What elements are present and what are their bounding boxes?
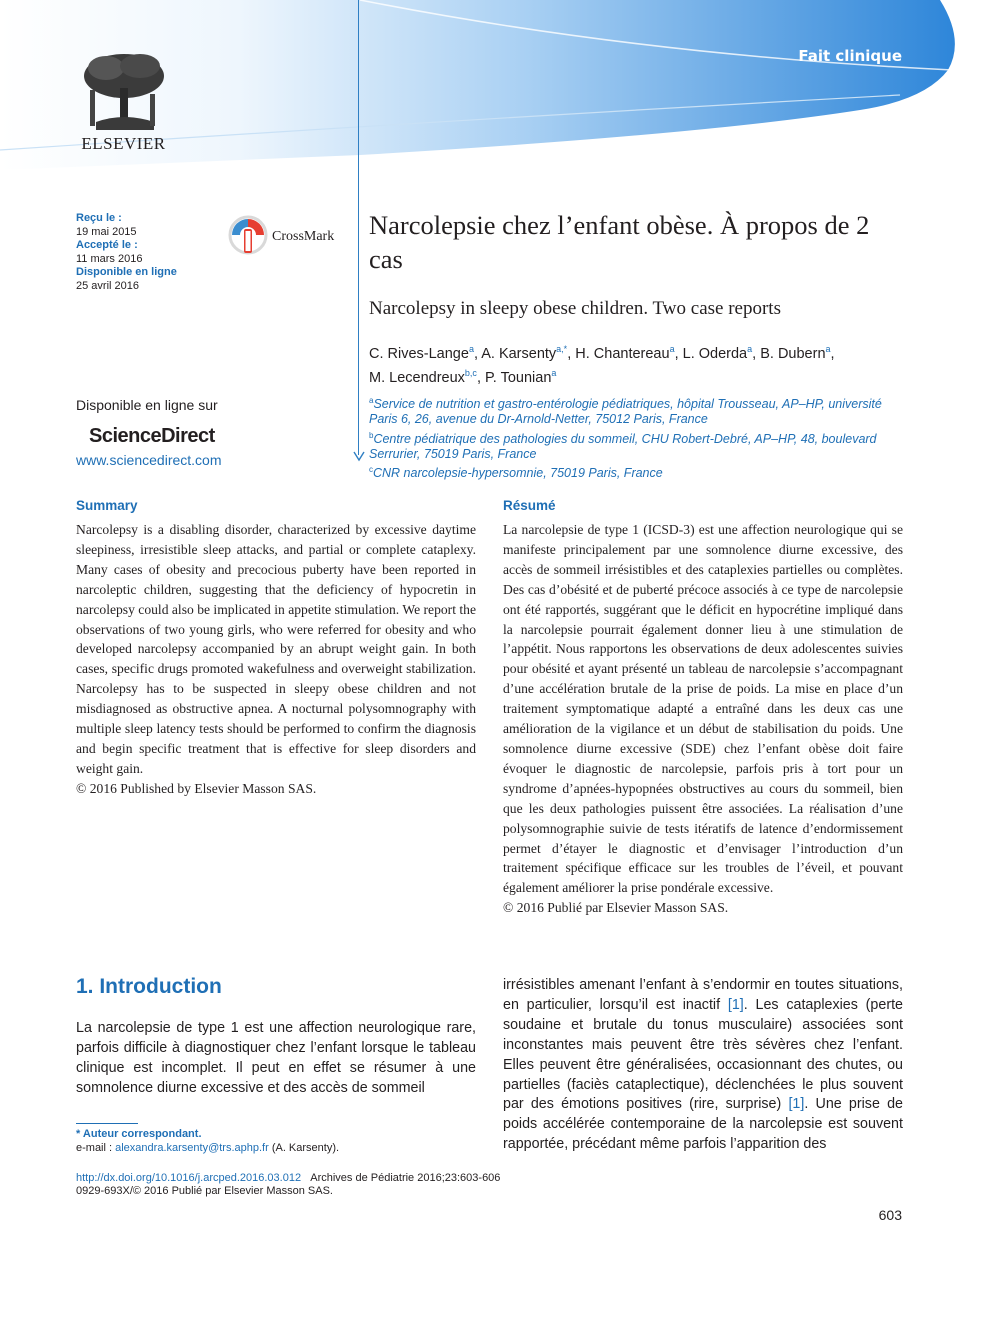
crossmark-label: CrossMark (272, 229, 335, 244)
header-divider (358, 0, 359, 455)
introduction-col1 (76, 1019, 476, 1099)
author[interactable]: M. Lecendreux$^{b,c}$, (369, 367, 485, 386)
article-history (76, 212, 177, 293)
online-date: 25 avril 2016 (76, 279, 139, 292)
introduction-paragraph-continued: irrésistibles amenant l’enfant à s’endormir en toutes situations, en particulier, lorsqu’il est inactif [1]. Les cataplexies (perte soudaine et brutale du tonus musculaire) associées sont inconstantes mais peuvent être très sévères chez l’enfant. Elles peuvent être généralisées, occasionnant des chutes, ou partielles (faciès cataplectique), déclenchées le plus souvent par des émotions positives (rire, surprise) [1]. Une prise de poids accélérée contemporaine de la narcolepsie est souvent rapportée, précédant même parfois l’apparition des (503, 977, 903, 1153)
doi-line (76, 1172, 500, 1184)
affiliation-b: $^b$Centre pédiatrique des pathologies du sommeil, CHU Robert-Debré, AP–HP, 48, boulevard Serrurier, 75019 Paris, France (369, 430, 877, 461)
affiliation-c: $^c$CNR narcolepsie-hypersomnie, 75019 Paris, France (369, 465, 663, 481)
reference-link[interactable]: [1] (727, 996, 744, 1013)
email-note: e-mail : alexandra.karsenty@trs.aphp.fr (A. Karsenty). (76, 1142, 340, 1154)
author[interactable]: P. Tounian$^a$ (485, 367, 557, 386)
resume-text: La narcolepsie de type 1 (ICSD-3) est une affection neurologique qui se manifeste principalement par une somnolence diurne excessive, des accès de sommeil irrésistibles et des cataplexies partielles ou complètes. Des cas d’obésité et de puberté précoce associés à ce type de narcolepsie ont été rapportés, suggérant que le déficit en hypocrétine impliqué dans la narcolepsie pourrait également donner lieu à une stimulation de l’appétit. Nous rapportons les observations de deux adolescentes suivies pour obésité et ayant présenté un tableau de narcolepsie s’accompagnant d’une accélération brutale de la prise de poids. La mise en place d’un traitement symptomatique adapté a entraîné dans les deux cas une amélioration de la vigilance et un début de stabilisation du poids. Une somnolence diurne excessive (SDE) chez l’enfant obèse doit faire évoquer le diagnostic de narcolepsie, parfois pris à tort pour un syndrome d’apnées-hypopnées obstructives au cours du sommeil, bien que les deux pathologies puissent être associées. La réalisation d’une polysomnographie suivie de tests itératifs de latence d’endormissement permet d’étayer le diagnostic et d’envisager l’introduction d’un traitement spécifique efficace sur les troubles de l’éveil, et pouvant également améliorer la prise pondérale excessive. (503, 522, 903, 896)
introduction-heading: 1. Introduction (76, 975, 222, 998)
article-title: Narcolepsie chez l’enfant obèse. À propos de 2 cas (369, 210, 870, 274)
online-label: Disponible en ligne (76, 266, 177, 278)
arrow-down-icon (353, 448, 365, 462)
doi-link[interactable]: http://dx.doi.org/10.1016/j.arcped.2016.03.012 (76, 1172, 302, 1184)
accepted-date: 11 mars 2016 (76, 252, 143, 265)
crossmark-icon (228, 215, 268, 257)
resume-copyright: © 2016 Publié par Elsevier Masson SAS. (503, 900, 729, 916)
resume-heading: Résumé (503, 498, 556, 513)
reference-link[interactable]: [1] (788, 1096, 805, 1113)
author[interactable]: A. Karsenty$^{a,*}$, (481, 344, 576, 362)
publisher-logo (76, 50, 171, 160)
article-subtitle: Narcolepsy in sleepy obese children. Two case reports (369, 298, 781, 319)
journal-citation: Archives de Pédiatrie 2016;23:603-606 (310, 1172, 501, 1184)
introduction-paragraph: La narcolepsie de type 1 est une affection neurologique rare, parfois difficile à diagnostiquer chez l’enfant lorsque le tableau clinique est incomplet. Il peut en effet se résumer à une somnolence diurne excessive et des accès de sommeil (76, 1020, 476, 1096)
sciencedirect-link[interactable]: www.sciencedirect.com (76, 452, 222, 468)
crossmark-badge[interactable] (228, 215, 348, 259)
publisher-name: ELSEVIER (81, 134, 166, 153)
affiliation-list (369, 393, 889, 481)
sciencedirect-logo: ScienceDirect (89, 425, 215, 447)
issn-line: 0929-693X/© 2016 Publié par Elsevier Masson SAS. (76, 1185, 333, 1197)
summary-text: Narcolepsy is a disabling disorder, characterized by excessive daytime sleepiness, irresistible sleep attacks, and partial or complete cataplexy. Many cases of obesity and precocious puberty have been reported in narcoleptic children, suggesting that the deficiency of hypocretin in narcolepsy could also be implicated in appetite stimulation. We report the observations of two young girls, who were referred for obesity and who developed narcolepsy accompanied by an abrupt weight gain. In both cases, specific drugs promoted wakefulness and overweight stabilization. Narcolepsy has to be suspected in sleepy obese children and not misdiagnosed as obstructive apnea. A nocturnal polysomnography with multiple sleep latency tests should be performed to confirm the diagnosis and begin specific treatment that is effective for sleep disorders and weight gain. (76, 522, 476, 776)
availability-text: Disponible en ligne sur (76, 397, 218, 413)
section-tag: Fait clinique (798, 47, 902, 65)
resume-body (503, 520, 903, 918)
email-link[interactable]: alexandra.karsenty@trs.aphp.fr (115, 1142, 269, 1154)
summary-body (76, 520, 476, 799)
elsevier-tree-icon (76, 50, 171, 132)
received-date: 19 mai 2015 (76, 225, 137, 238)
author[interactable]: L. Oderda$^a$, (682, 344, 761, 362)
introduction-col2 (503, 976, 903, 1155)
accepted-label: Accepté le : (76, 239, 138, 251)
author[interactable]: H. Chantereau$^a$, (575, 344, 683, 362)
footnote-divider (76, 1123, 138, 1124)
received-label: Reçu le : (76, 212, 122, 224)
summary-copyright: © 2016 Published by Elsevier Masson SAS. (76, 780, 317, 796)
affiliation-a: $^a$Service de nutrition et gastro-entérologie pédiatriques, hôpital Trousseau, AP–HP, université Paris 6, 26, avenue du Dr-Arnold-Netter, 75012 Paris, France (369, 396, 882, 427)
author[interactable]: B. Dubern$^a$, (760, 344, 835, 362)
author-list (369, 340, 889, 388)
summary-heading: Summary (76, 498, 138, 513)
corresponding-author-note: * Auteur correspondant. (76, 1128, 202, 1140)
author[interactable]: C. Rives-Lange$^a$, (369, 344, 482, 362)
page-number: 603 (878, 1207, 902, 1223)
